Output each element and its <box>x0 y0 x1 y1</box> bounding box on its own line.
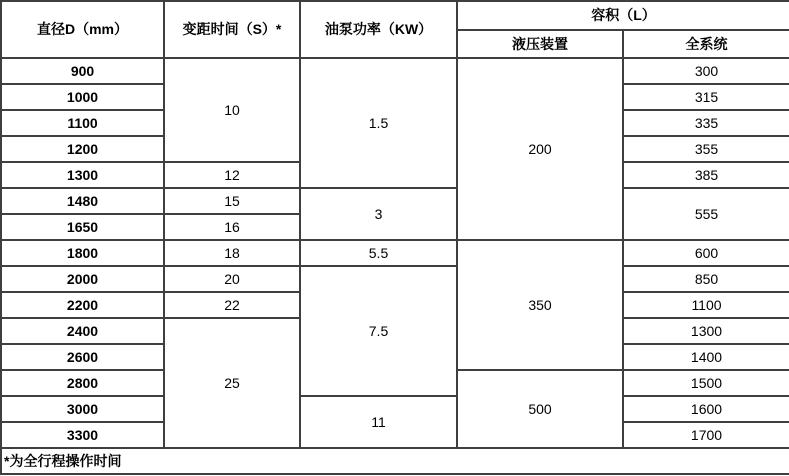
cell-diameter: 2600 <box>1 344 164 370</box>
column-header-pump-power: 油泵功率（KW） <box>300 1 457 58</box>
cell-hydraulic-device: 350 <box>457 240 623 370</box>
cell-pump-power: 5.5 <box>300 240 457 266</box>
cell-full-system: 1700 <box>623 422 789 448</box>
cell-diameter: 900 <box>1 58 164 84</box>
column-header-hydraulic-device: 液压装置 <box>457 30 623 58</box>
cell-full-system: 850 <box>623 266 789 292</box>
cell-diameter: 1650 <box>1 214 164 240</box>
cell-diameter: 1200 <box>1 136 164 162</box>
cell-full-system: 300 <box>623 58 789 84</box>
cell-full-system: 555 <box>623 188 789 240</box>
cell-diameter: 3300 <box>1 422 164 448</box>
cell-diameter: 2400 <box>1 318 164 344</box>
cell-diameter: 2000 <box>1 266 164 292</box>
cell-diameter: 1800 <box>1 240 164 266</box>
cell-full-system: 600 <box>623 240 789 266</box>
table-row <box>1 58 789 84</box>
column-header-pitch-time: 变距时间（S）* <box>164 1 300 58</box>
cell-full-system: 385 <box>623 162 789 188</box>
cell-pitch-time: 12 <box>164 162 300 188</box>
table-row <box>1 396 789 422</box>
cell-hydraulic-device: 500 <box>457 370 623 448</box>
header-row-top <box>1 1 789 30</box>
cell-pitch-time: 16 <box>164 214 300 240</box>
column-header-full-system: 全系统 <box>623 30 789 58</box>
cell-pitch-time: 15 <box>164 188 300 214</box>
table-row <box>1 266 789 292</box>
cell-pump-power: 7.5 <box>300 266 457 396</box>
cell-pump-power: 11 <box>300 396 457 448</box>
cell-hydraulic-device: 200 <box>457 58 623 240</box>
table-row <box>1 240 789 266</box>
cell-full-system: 1100 <box>623 292 789 318</box>
cell-pitch-time: 18 <box>164 240 300 266</box>
column-header-diameter: 直径D（mm） <box>1 1 164 58</box>
footnote-row <box>1 448 789 474</box>
cell-diameter: 1480 <box>1 188 164 214</box>
cell-diameter: 2800 <box>1 370 164 396</box>
cell-diameter: 1300 <box>1 162 164 188</box>
cell-full-system: 1600 <box>623 396 789 422</box>
cell-full-system: 335 <box>623 110 789 136</box>
cell-full-system: 315 <box>623 84 789 110</box>
cell-pitch-time: 22 <box>164 292 300 318</box>
cell-diameter: 1100 <box>1 110 164 136</box>
cell-diameter: 2200 <box>1 292 164 318</box>
cell-pitch-time: 25 <box>164 318 300 448</box>
cell-full-system: 1500 <box>623 370 789 396</box>
cell-pitch-time: 20 <box>164 266 300 292</box>
cell-pump-power: 1.5 <box>300 58 457 188</box>
footnote-text: *为全行程操作时间 <box>1 448 789 474</box>
cell-diameter: 3000 <box>1 396 164 422</box>
cell-pitch-time: 10 <box>164 58 300 162</box>
column-header-volume: 容积（L） <box>457 1 789 30</box>
cell-full-system: 1400 <box>623 344 789 370</box>
table-row <box>1 188 789 214</box>
cell-full-system: 355 <box>623 136 789 162</box>
cell-diameter: 1000 <box>1 84 164 110</box>
cell-pump-power: 3 <box>300 188 457 240</box>
cell-full-system: 1300 <box>623 318 789 344</box>
